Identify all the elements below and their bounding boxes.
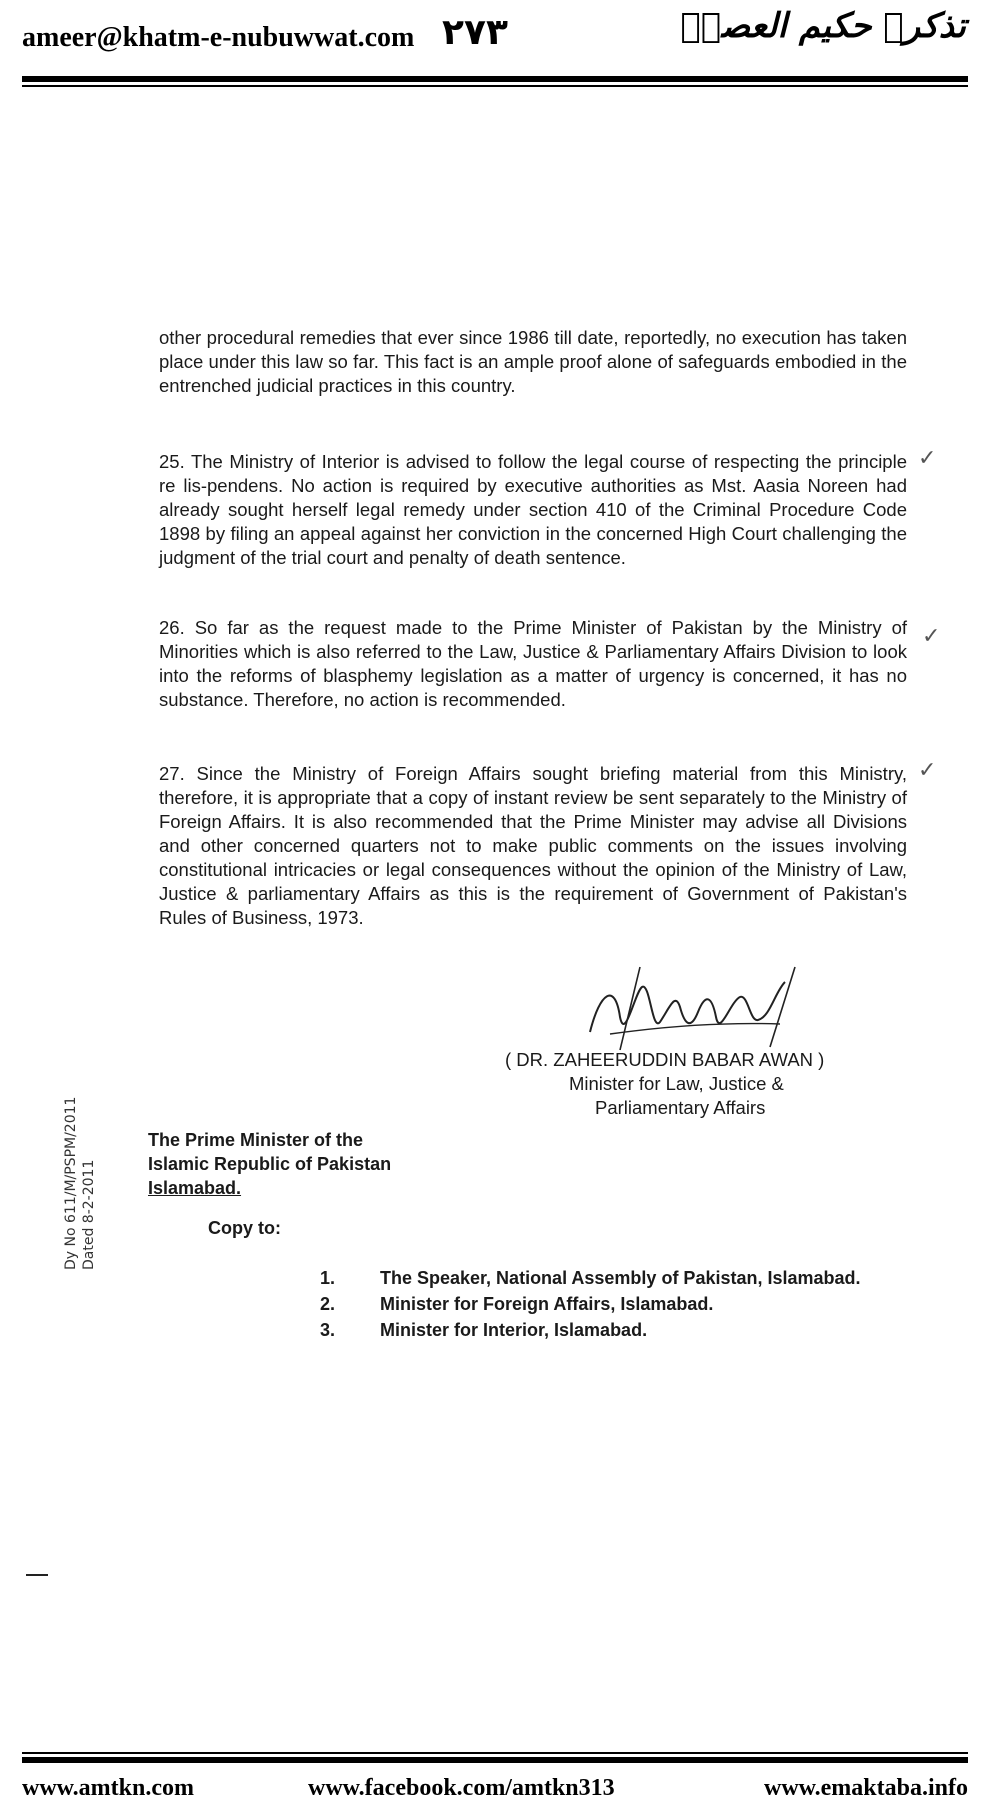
paragraph-27: 27. Since the Ministry of Foreign Affairs sought briefing material from this Ministry, therefore, it is appropriate that a copy of instant review be sent separately to the Ministry of Foreign Affairs. It is also recommended that the Prime Minister may advise all Divisions and other concerned quarters not to make public comments on the issues involving constitutional intricacies or legal consequences without the opinion of the Ministry of Law, Justice & parliamentary Affairs as this is the requirement of Government of Pakistan's Rules of Business, 1973. xyxy=(159,763,907,928)
list-item xyxy=(320,1318,905,1342)
footer-link-left[interactable]: www.amtkn.com xyxy=(22,1775,194,1801)
page-footer xyxy=(0,1765,990,1805)
book-title: تذکرہ حکیم العصرؒ xyxy=(680,6,966,46)
signatory-name: ( DR. ZAHEERUDDIN BABAR AWAN ) xyxy=(505,1049,825,1070)
checkmark-icon: ✓ xyxy=(918,446,937,471)
addressee-line2: Islamic Republic of Pakistan xyxy=(148,1154,392,1174)
header-email[interactable]: ameer@khatm-e-nubuwwat.com xyxy=(22,22,415,53)
page-number: ۲۷۳ xyxy=(442,12,508,53)
copy-to-label: Copy to: xyxy=(208,1218,281,1238)
list-item-number: 1. xyxy=(320,1268,336,1288)
list-item-text: The Speaker, National Assembly of Pakistan, Islamabad. xyxy=(380,1268,861,1288)
addressee-line3: Islamabad. xyxy=(148,1178,242,1198)
list-item-text: Minister for Foreign Affairs, Islamabad. xyxy=(380,1294,714,1314)
list-item-number: 2. xyxy=(320,1294,336,1314)
paragraph-24-continued: other procedural remedies that ever since 1986 till date, reportedly, no execution has taken place under this law so far. This fact is an ample proof alone of safeguards embodied in the entrenched judicial practices in this country. xyxy=(159,327,907,396)
addressee-line1: The Prime Minister of the xyxy=(148,1130,364,1150)
signature-icon xyxy=(580,962,820,1052)
list-item-text: Minister for Interior, Islamabad. xyxy=(380,1320,648,1340)
signatory-title-line1: Minister for Law, Justice & xyxy=(569,1073,784,1094)
addressee-block xyxy=(148,1128,391,1200)
header-rule-thick xyxy=(22,76,968,82)
diary-stamp xyxy=(62,1010,132,1270)
checkmark-icon: ✓ xyxy=(918,758,937,783)
header-rule-thin xyxy=(22,85,968,87)
footer-rule-thin xyxy=(22,1752,968,1754)
copy-to-list xyxy=(320,1266,905,1344)
signatory-title-line2: Parliamentary Affairs xyxy=(595,1097,766,1118)
stamp-diary-number: Dy No 611/M/PSPM/2011 xyxy=(63,1096,79,1270)
scan-mark xyxy=(26,1574,48,1576)
signatory-block xyxy=(505,1048,905,1120)
paragraph-26: 26. So far as the request made to the Prime Minister of Pakistan by the Ministry of Minorities which is also referred to the Law, Justice & Parliamentary Affairs Division to look into the reforms of blasphemy legislation as a matter of urgency is concerned, it has no substance. Therefore, no action is recommended. xyxy=(159,617,907,710)
checkmark-icon: ✓ xyxy=(922,624,941,649)
stamp-date: Dated 8-2-2011 xyxy=(81,1159,97,1270)
footer-link-right[interactable]: www.emaktaba.info xyxy=(763,1775,968,1801)
page-header xyxy=(0,0,990,82)
footer-rule-thick xyxy=(22,1757,968,1763)
list-item-number: 3. xyxy=(320,1320,336,1340)
footer-link-center[interactable]: www.facebook.com/amtkn313 xyxy=(308,1775,615,1801)
paragraph-25: 25. The Ministry of Interior is advised to follow the legal course of respecting the principle re lis-pendens. No action is required by executive authorities as Mst. Aasia Noreen had already sought herself legal remedy under section 410 of the Criminal Procedure Code 1898 by filing an appeal against her conviction in the concerned High Court challenging the judgment of the trial court and penalty of death sentence. xyxy=(159,451,907,568)
list-item xyxy=(320,1266,905,1290)
list-item xyxy=(320,1292,905,1316)
